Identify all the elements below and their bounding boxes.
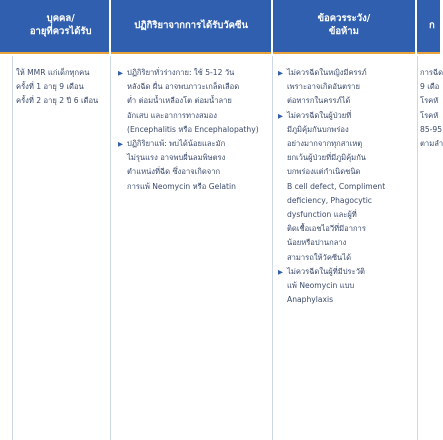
bullet-arrow-icon: ▶ — [118, 140, 123, 149]
text-line: น้อยหรือปานกลาง — [287, 238, 347, 248]
column-divider — [12, 56, 13, 440]
cell-reactions — [118, 66, 270, 194]
bullet-item — [118, 137, 270, 194]
bullet-item — [118, 66, 270, 137]
text-line: ตามลำ — [420, 139, 443, 149]
text-line: สามารถให้วัคซีนได้ — [287, 252, 351, 262]
bullet-arrow-icon: ▶ — [278, 111, 283, 120]
header-age — [12, 0, 110, 54]
cell-partial — [420, 66, 443, 151]
bullet-item — [278, 109, 416, 265]
text-line: ไม่รุนแรง อาจพบผื่นลมพิษตรง — [127, 153, 226, 163]
header-precautions — [273, 0, 415, 54]
header-edge-cell — [0, 0, 12, 54]
text-line: ไม่ควรฉีดในหญิงมีครรภ์ — [287, 68, 367, 77]
text-line: ตำแหน่งที่ฉีด ซึ่งอาจเกิดจาก — [127, 167, 221, 177]
text-line: (Encephalitis หรือ Encephalopathy) — [127, 124, 259, 134]
header-partial — [417, 0, 440, 54]
text-line: เพราะอาจเกิดอันตราย — [287, 82, 360, 92]
text-line: ครั้งที่ 2 อายุ 2 ปี 6 เดือน — [16, 96, 99, 106]
header-precautions-label: ข้อควรระวัง/ ข้อห้าม — [317, 13, 371, 37]
text-line: หลังฉีด ผื่น อาจพบภาวะเกล็ดเลือด — [127, 82, 240, 92]
text-line: 9 เดือ — [420, 82, 440, 92]
text-line: โรคหั — [420, 110, 439, 120]
column-divider — [417, 56, 418, 440]
text-line: B cell defect, Compliment — [287, 181, 386, 191]
header-age-label: บุคคล/ อายุที่ควรได้รับ — [29, 13, 92, 37]
text-line: การแพ้ Neomycin หรือ Gelatin — [127, 181, 236, 191]
text-line: แพ้ Neomycin แบบ — [287, 281, 355, 291]
text-line: ต่อทารกในครรภ์ได้ — [287, 96, 351, 106]
cell-age — [16, 66, 108, 109]
bullet-item — [278, 66, 416, 109]
column-divider — [272, 56, 273, 440]
table-header — [0, 0, 440, 56]
text-line: การฉีด — [420, 68, 443, 77]
text-line: ต่ำ ต่อมน้ำเหลืองโต ต่อมน้ำลาย — [127, 96, 232, 106]
text-line: ให้ MMR แก่เด็กทุกคน — [16, 68, 90, 77]
header-reactions — [111, 0, 270, 54]
text-line: dysfunction และผู้ที่ — [287, 210, 357, 220]
text-line: อย่างมากจากทุกสาเหตุ — [287, 139, 363, 149]
text-line: ติดเชื้อเอชไอวีที่มีอาการ — [287, 224, 366, 234]
text-line: อักเสบ และอาการทางสมอง — [127, 110, 217, 120]
text-line: ยกเว้นผู้ป่วยที่มีภูมิคุ้มกัน — [287, 153, 366, 163]
text-line: 85-95 — [420, 124, 443, 134]
header-reactions-label: ปฏิกิริยาจากการได้รับวัคซีน — [134, 19, 248, 31]
column-divider — [110, 56, 111, 440]
bullet-arrow-icon: ▶ — [278, 69, 283, 77]
text-line: ไม่ควรฉีดในผู้ที่มีประวัติ — [287, 266, 365, 276]
text-line: มีภูมิคุ้มกันบกพร่อง — [287, 124, 349, 134]
text-line: deficiency, Phagocytic — [287, 195, 372, 205]
bullet-arrow-icon: ▶ — [118, 69, 123, 77]
bullet-item — [278, 265, 416, 308]
cell-precautions — [278, 66, 416, 307]
text-line: Anaphylaxis — [287, 295, 334, 305]
text-line: โรคหั — [420, 96, 439, 106]
text-line: ครั้งที่ 1 อายุ 9 เดือน — [16, 82, 84, 92]
header-partial-label: ก — [429, 19, 435, 31]
text-line: ปฏิกิริยาแพ้: พบได้น้อยและมัก — [127, 139, 226, 149]
text-line: ปฏิกิริยาทั่วร่างกาย: ใช้ 5-12 วัน — [127, 68, 235, 77]
text-line: ไม่ควรฉีดในผู้ป่วยที่ — [287, 110, 352, 120]
text-line: บกพร่องแต่กำเนิดชนิด — [287, 167, 361, 177]
bullet-arrow-icon: ▶ — [278, 267, 283, 276]
